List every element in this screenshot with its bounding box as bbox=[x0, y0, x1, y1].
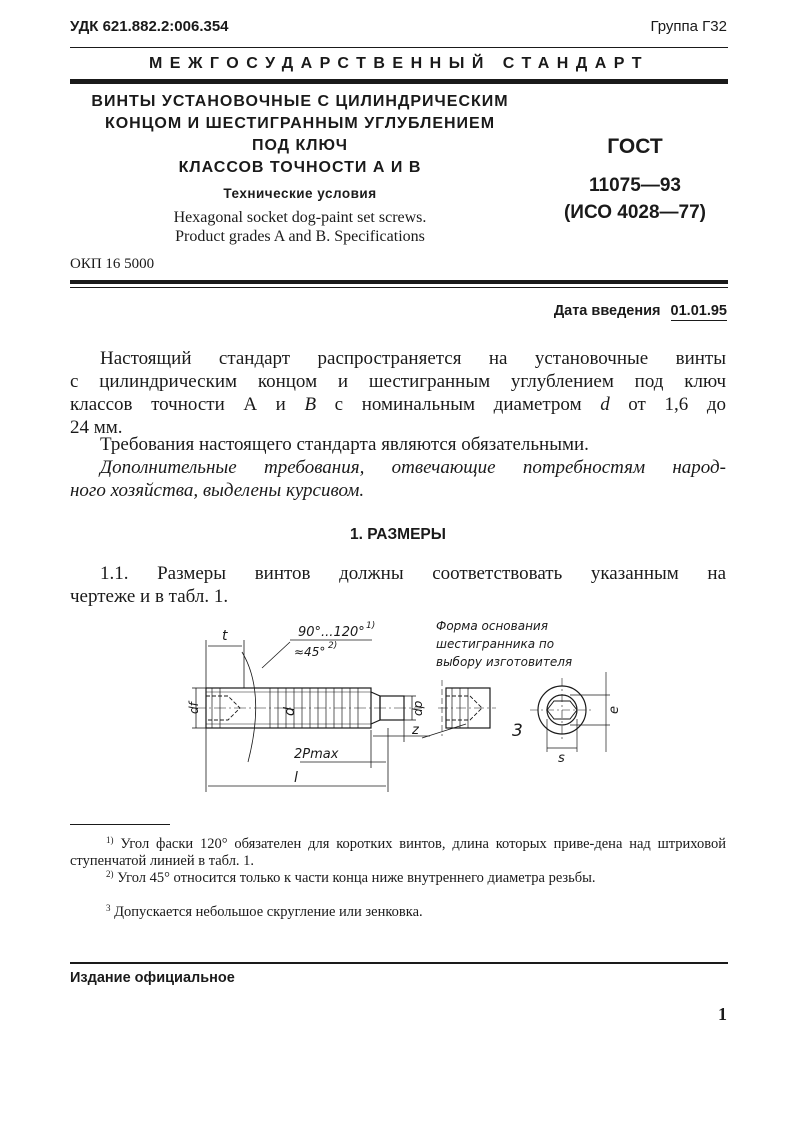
gost-iso: (ИСО 4028—77) bbox=[563, 202, 707, 223]
top-rule bbox=[70, 47, 728, 48]
title-line-2: КОНЦОМ И ШЕСТИГРАННЫМ УГЛУБЛЕНИЕМ bbox=[104, 115, 496, 132]
title-line-3: ПОД КЛЮЧ bbox=[251, 137, 349, 154]
footnote-1: $^{1)}$ Угол фаски 120° обязателен для коротких винтов, длина которых приве-дена над штриховой ступенчатой линией в табл. 1. bbox=[70, 835, 727, 869]
section-p-line1: 1.1. Размеры винтов должны соответствовать указанным на bbox=[100, 563, 726, 584]
body-p1-line3: классов точности А и B с номинальным диаметром d от 1,6 до bbox=[70, 394, 726, 415]
screw-body bbox=[194, 688, 422, 728]
label-df: df bbox=[187, 702, 201, 714]
label-angle-note: 1) bbox=[366, 621, 376, 631]
footnote-3: $^3$ Допускается небольшое скругление или зенковка. bbox=[106, 903, 423, 920]
dimension-lines bbox=[192, 640, 430, 792]
gost-label: ГОСТ bbox=[607, 135, 663, 158]
shape-note-line-1: Форма основания bbox=[436, 619, 548, 633]
gost-number: 11075—93 bbox=[589, 175, 681, 196]
english-title-line-2: Product grades A and B. Specifications bbox=[175, 228, 425, 245]
thick-rule-top bbox=[70, 79, 728, 84]
body-p3-line2: ного хозяйства, выделены курсивом. bbox=[70, 480, 365, 501]
label-z: z bbox=[412, 723, 419, 738]
body-p1-line4: 24 мм. bbox=[70, 417, 123, 438]
page-number: 1 bbox=[718, 1004, 727, 1024]
section-p-line2: чертеже и в табл. 1. bbox=[70, 586, 229, 607]
standard-type: МЕЖГОСУДАРСТВЕННЫЙ СТАНДАРТ bbox=[148, 55, 650, 72]
body-p2: Требования настоящего стандарта являются обязательными. bbox=[100, 434, 589, 455]
label-callout-3: 3 bbox=[512, 721, 523, 741]
screw-drawing bbox=[187, 612, 630, 802]
udk-code: УДК 621.882.2:006.354 bbox=[70, 18, 229, 35]
body-p1-line1: Настоящий стандарт распространяется на установочные винты bbox=[100, 348, 726, 369]
label-chamfer-note: 2) bbox=[328, 641, 338, 651]
footnote-rule bbox=[70, 824, 170, 825]
label-l: l bbox=[294, 770, 298, 786]
label-s: s bbox=[558, 751, 565, 766]
title-line-1: ВИНТЫ УСТАНОВОЧНЫЕ С ЦИЛИНДРИЧЕСКИМ bbox=[91, 93, 509, 110]
italic-d: d bbox=[600, 394, 610, 415]
section-heading: 1. РАЗМЕРЫ bbox=[350, 526, 446, 543]
title-subtitle: Технические условия bbox=[223, 186, 377, 201]
okp-code: ОКП 16 5000 bbox=[70, 256, 155, 272]
shape-note-line-3: выбору изготовителя bbox=[436, 655, 573, 669]
label-dp: dp bbox=[411, 700, 425, 716]
italic-b: B bbox=[304, 394, 317, 415]
end-view bbox=[530, 672, 610, 752]
intro-date-label: Дата введения bbox=[553, 303, 661, 319]
label-e: e bbox=[607, 706, 622, 714]
thin-rule-bottom bbox=[70, 287, 728, 288]
side-detail bbox=[422, 680, 496, 738]
footer-rule bbox=[70, 962, 728, 964]
english-title-line-1: Hexagonal socket dog-paint set screws. bbox=[173, 209, 427, 226]
label-d: d bbox=[282, 707, 298, 716]
shape-note-line-2: шестигранника по bbox=[436, 637, 555, 651]
thick-rule-bottom bbox=[70, 280, 728, 284]
edition-label: Издание официальное bbox=[70, 970, 235, 986]
group-code: Группа Г32 bbox=[650, 18, 727, 35]
title-line-4: КЛАССОВ ТОЧНОСТИ А И В bbox=[178, 159, 422, 176]
label-chamfer: ≈45° bbox=[294, 645, 326, 659]
body-p3-line1: Дополнительные требования, отвечающие потребностям народ- bbox=[100, 457, 726, 478]
label-2pmax: 2Pmax bbox=[294, 747, 339, 762]
body-p1-line2: с цилиндрическим концом и шестигранным углублением под ключ bbox=[70, 371, 726, 392]
footnote-2: $^{2)}$ Угол 45° относится только к части конца ниже внутреннего диаметра резьбы. bbox=[106, 869, 596, 886]
intro-date-value: 01.01.95 bbox=[670, 303, 727, 319]
label-angle: 90°...120° bbox=[298, 625, 365, 640]
label-t: t bbox=[222, 628, 228, 644]
intro-date bbox=[554, 303, 727, 319]
